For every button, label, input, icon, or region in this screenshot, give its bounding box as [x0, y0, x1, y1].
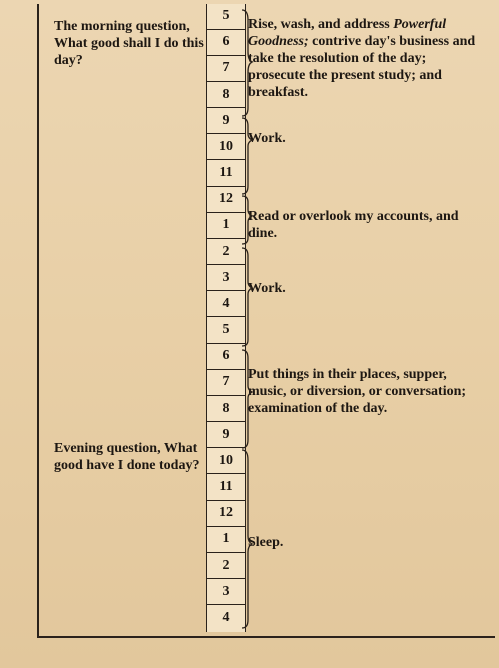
- work-block-afternoon: Work.: [248, 281, 286, 296]
- hour-cell: 8: [207, 83, 245, 109]
- hour-cell: 6: [207, 344, 245, 370]
- hour-cell: 3: [207, 580, 245, 606]
- hour-cell: 1: [207, 213, 245, 239]
- hour-cell: 5: [207, 318, 245, 344]
- hour-cell: 9: [207, 109, 245, 135]
- hour-cell: 12: [207, 187, 245, 213]
- morning-question: The morning question, What good shall I do this day?: [54, 19, 204, 68]
- brace-work-morning: [242, 118, 252, 194]
- evening-question: Evening question, What good have I done today?: [54, 441, 200, 473]
- hour-cell: 4: [207, 292, 245, 318]
- evening-block: Put things in their places, supper, music, or diversion, or conversation; examination of the day.: [248, 367, 467, 416]
- hour-cell: 6: [207, 30, 245, 56]
- hour-cell: 11: [207, 475, 245, 501]
- brace-noon: [242, 196, 252, 244]
- hour-cell: 7: [207, 370, 245, 396]
- hour-cell: 4: [222, 609, 230, 625]
- hour-cell: 10: [207, 449, 245, 475]
- hour-cell: 1: [207, 527, 245, 553]
- hour-cell: 9: [207, 423, 245, 449]
- brace-evening: [242, 350, 252, 448]
- work-block-morning: Work.: [248, 131, 286, 146]
- morning-activity: Rise, wash, and address Powerful Goodness; contrive day's business and take the resolution of the day; prosecute the present study; and breakfast.: [248, 17, 476, 100]
- hour-cell: 2: [207, 240, 245, 266]
- hour-cell: 11: [207, 161, 245, 187]
- hour-cell: 2: [207, 554, 245, 580]
- hour-cell: 8: [207, 397, 245, 423]
- hour-cell: 12: [207, 501, 245, 527]
- noon-block: Read or overlook my accounts, and dine.: [248, 209, 459, 241]
- brace-work-afternoon: [242, 248, 252, 346]
- hour-cell: 7: [207, 56, 245, 82]
- brace-morning: [242, 10, 252, 116]
- hour-cell: 10: [207, 135, 245, 161]
- hour-cell: 3: [207, 266, 245, 292]
- bracket-marks: [240, 0, 254, 668]
- sleep-block: Sleep.: [248, 535, 284, 550]
- hour-cell: 5: [207, 4, 245, 30]
- brace-sleep: [242, 450, 252, 628]
